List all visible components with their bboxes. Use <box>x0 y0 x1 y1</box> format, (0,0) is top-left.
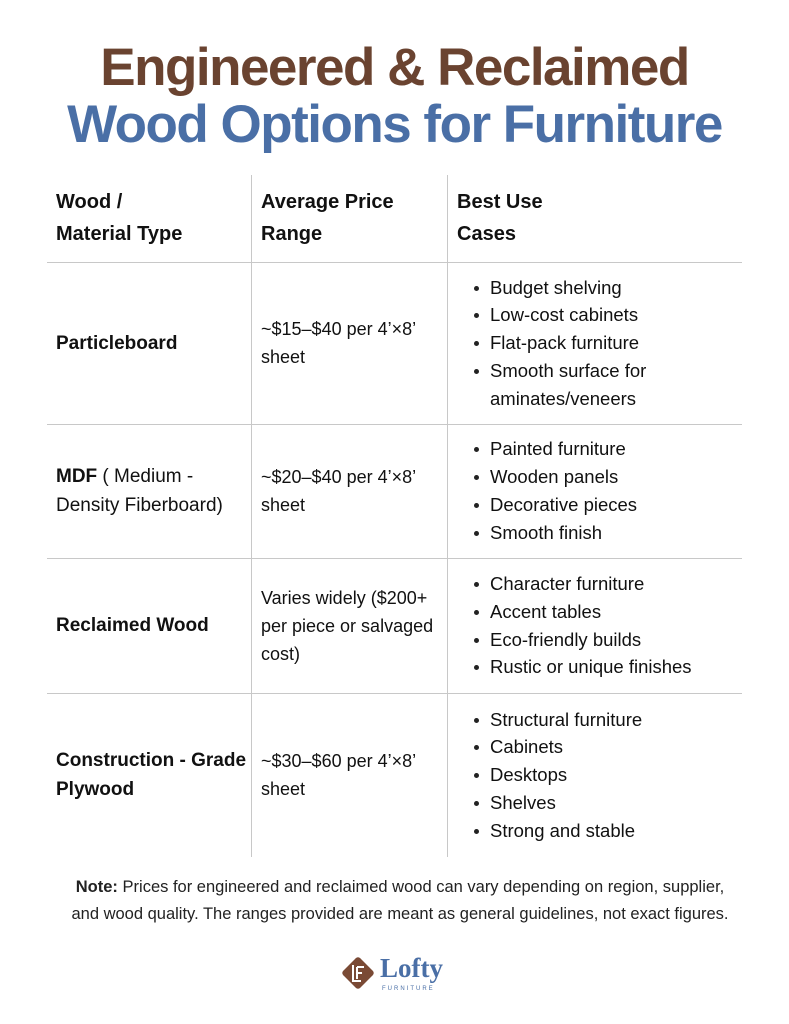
list-item: Low-cost cabinets <box>471 301 741 329</box>
uses-cell <box>471 558 741 693</box>
material-name: Construction - Grade Plywood <box>56 750 247 800</box>
header-uses <box>457 186 543 250</box>
column-divider <box>251 175 252 857</box>
material-detail: ( Medium - Density Fiberboard) <box>56 466 223 516</box>
list-item: Cabinets <box>471 733 642 761</box>
list-item: Strong and stable <box>471 817 642 845</box>
logo-name: Lofty <box>380 953 443 983</box>
logo-diamond-icon <box>340 955 376 991</box>
header-text: Cases <box>457 223 516 245</box>
header-price <box>261 186 394 250</box>
material-cell <box>56 262 246 424</box>
list-item: Desktops <box>471 761 642 789</box>
price-cell <box>261 424 441 558</box>
list-item: Eco-friendly builds <box>471 626 692 654</box>
logo-sub: FURNITURE <box>382 986 435 992</box>
price-cell <box>261 693 441 857</box>
header-material <box>56 186 182 250</box>
list-item: Flat-pack furniture <box>471 329 741 357</box>
price-text: ~$15–$40 per 4’×8’ sheet <box>261 319 416 367</box>
material-name: Reclaimed Wood <box>56 615 209 636</box>
list-item: Budget shelving <box>471 274 741 302</box>
footnote <box>60 874 740 928</box>
note-label: Note: <box>75 878 118 896</box>
material-name: MDF <box>56 466 98 487</box>
list-item: Painted furniture <box>471 435 637 463</box>
list-item: Rustic or unique finishes <box>471 653 692 681</box>
list-item: Smooth surface for aminates/veneers <box>471 357 741 413</box>
material-cell <box>56 558 246 693</box>
uses-cell <box>471 262 741 424</box>
title-line-2: Wood Options for Furniture <box>67 95 722 154</box>
lofty-logo <box>340 952 443 993</box>
column-divider <box>447 175 448 857</box>
price-text: ~$30–$60 per 4’×8’ sheet <box>261 751 416 799</box>
uses-cell <box>471 693 741 857</box>
list-item: Smooth finish <box>471 519 637 547</box>
price-text: Varies widely ($200+ per piece or salvaged cost) <box>261 587 434 664</box>
list-item: Decorative pieces <box>471 491 637 519</box>
uses-list <box>471 706 642 845</box>
title-line-1: Engineered & Reclaimed <box>100 38 689 97</box>
list-item: Structural furniture <box>471 706 642 734</box>
uses-list <box>471 274 741 413</box>
list-item: Wooden panels <box>471 463 637 491</box>
header-text: Range <box>261 223 323 245</box>
list-item: Character furniture <box>471 570 692 598</box>
list-item: Shelves <box>471 789 642 817</box>
uses-list <box>471 435 637 546</box>
material-cell <box>56 693 246 857</box>
price-cell <box>261 558 441 693</box>
note-text: Prices for engineered and reclaimed wood can vary depending on region, supplier, and wood quality. The ranges provided are meant as general guidelines, not exact figures. <box>71 878 729 923</box>
price-cell <box>261 262 441 424</box>
header-text: Average Price <box>261 191 394 213</box>
header-text: Material Type <box>56 223 183 245</box>
uses-cell <box>471 424 741 558</box>
material-name: Particleboard <box>56 332 178 354</box>
uses-list <box>471 570 692 681</box>
material-cell <box>56 424 246 558</box>
price-text: ~$20–$40 per 4’×8’ sheet <box>261 467 416 515</box>
header-text: Wood / <box>56 191 123 213</box>
list-item: Accent tables <box>471 598 692 626</box>
header-text: Best Use <box>457 191 543 213</box>
